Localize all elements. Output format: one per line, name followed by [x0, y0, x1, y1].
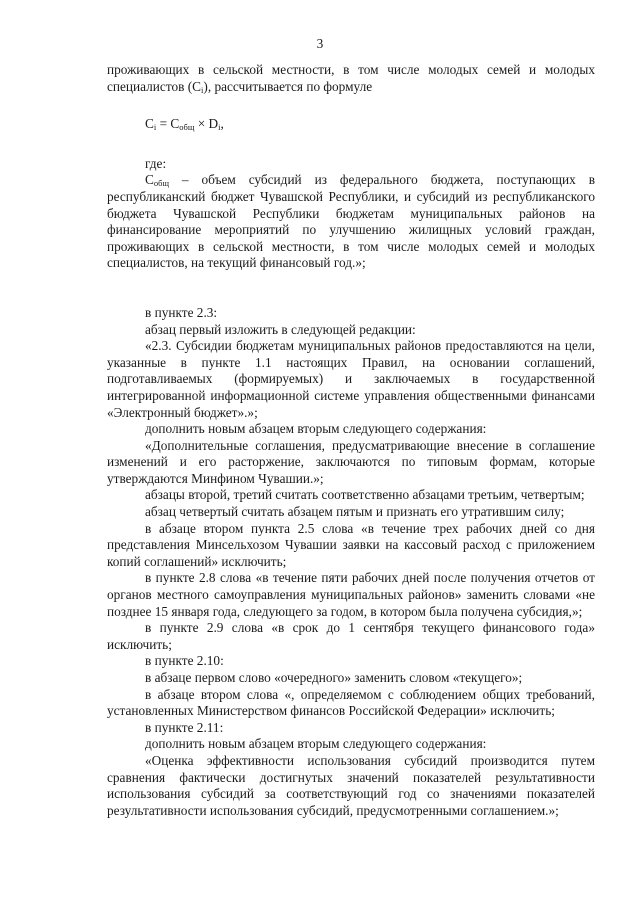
paragraph: дополнить новым абзацем вторым следующего содержания: — [145, 736, 487, 752]
intro-text-a: проживающих в сельской местности, в том числе молодых семей и молодых специалистов (С — [107, 62, 595, 94]
formula-end: , — [220, 116, 224, 132]
page-number: 3 — [316, 36, 324, 51]
intro-paragraph — [107, 62, 595, 95]
formula-times: × D — [194, 116, 219, 132]
paragraph: «2.3. Субсидии бюджетам муниципальных районов предоставляются на цели, указанные в пункте 1.1 настоящих Правил, на основании соглашений, подготавливаемых (формируемых) и заключаемых в государственной интегрированной информационной системе управления общественными финансами «Электронный бюджет».»; — [107, 338, 595, 420]
paragraph: в пункте 2.9 слова «в срок до 1 сентября текущего финансового года» исключить; — [107, 620, 595, 652]
paragraph: в абзаце втором слова «, определяемом с соблюдением общих требований, установленных Министерством финансов Российской Федерации» исключить; — [107, 686, 595, 719]
paragraph: «Оценка эффективности использования субсидий производится путем сравнения фактически достигнутых значений показателей результативности использования субсидий за соответствующий год со значениями показателей результативности использования субсидий, предусмотренными соглашением.»; — [107, 752, 595, 818]
paragraph: в абзаце втором пункта 2.5 слова «в течение трех рабочих дней со дня представления Минсельхозом Чувашии заявки на кассовый расход с приложением копий соглашений» исключить; — [107, 520, 595, 569]
where-label: где: — [145, 155, 167, 171]
paragraph: абзац первый изложить в следующей редакции: — [145, 321, 416, 337]
paragraph: в пункте 2.8 слова «в течение пяти рабочих дней после получения отчетов от органов местного самоуправления муниципальных районов» заменить словами «не позднее 15 января года, следующего за годом, в котором была получена субсидия,»; — [107, 570, 595, 619]
formula-eq: = С — [156, 116, 180, 132]
definition-symbol: С — [145, 172, 154, 188]
formula — [107, 116, 595, 133]
paragraph: абзацы второй, третий считать соответственно абзацами третьим, четвертым; — [145, 487, 585, 503]
intro-text-b: ), рассчитывается по формуле — [203, 78, 373, 94]
paragraph: абзац четвертый считать абзацем пятым и признать его утратившим силу; — [145, 504, 565, 520]
paragraph: дополнить новым абзацем вторым следующего содержания: — [145, 421, 487, 437]
formula-lhs: С — [145, 116, 154, 132]
paragraph: в пункте 2.11: — [145, 719, 224, 735]
paragraph: в пункте 2.3: — [145, 304, 218, 320]
formula-d-sub: i — [218, 122, 221, 133]
document-body — [107, 62, 595, 819]
paragraph: «Дополнительные соглашения, предусматривающие внесение в соглашение изменений и его расторжение, заключаются по типовым формам, которые утверждаются Минфином Чувашии.»; — [107, 437, 595, 486]
paragraph: в абзаце первом слово «очередного» заменить словом «текущего»; — [145, 670, 523, 685]
formula-obsh-sub: общ — [179, 122, 195, 133]
intro-subscript: i — [201, 84, 204, 95]
definition-paragraph — [107, 172, 595, 272]
definition-text: – объем субсидий из федерального бюджета, поступающих в республиканский бюджет Чувашской Республики, и субсидий из республиканского бюджета Чувашской Республики бюджетам муниципальных районов на финансирование мероприятий по улучшению жилищных условий граждан, проживающих в сельской местности, в том числе молодых семей и молодых специалистов, на текущий финансовый год.»; — [107, 172, 595, 271]
definition-symbol-sub: общ — [153, 178, 169, 189]
formula-lhs-sub: i — [153, 122, 157, 133]
paragraph: в пункте 2.10: — [145, 653, 224, 669]
